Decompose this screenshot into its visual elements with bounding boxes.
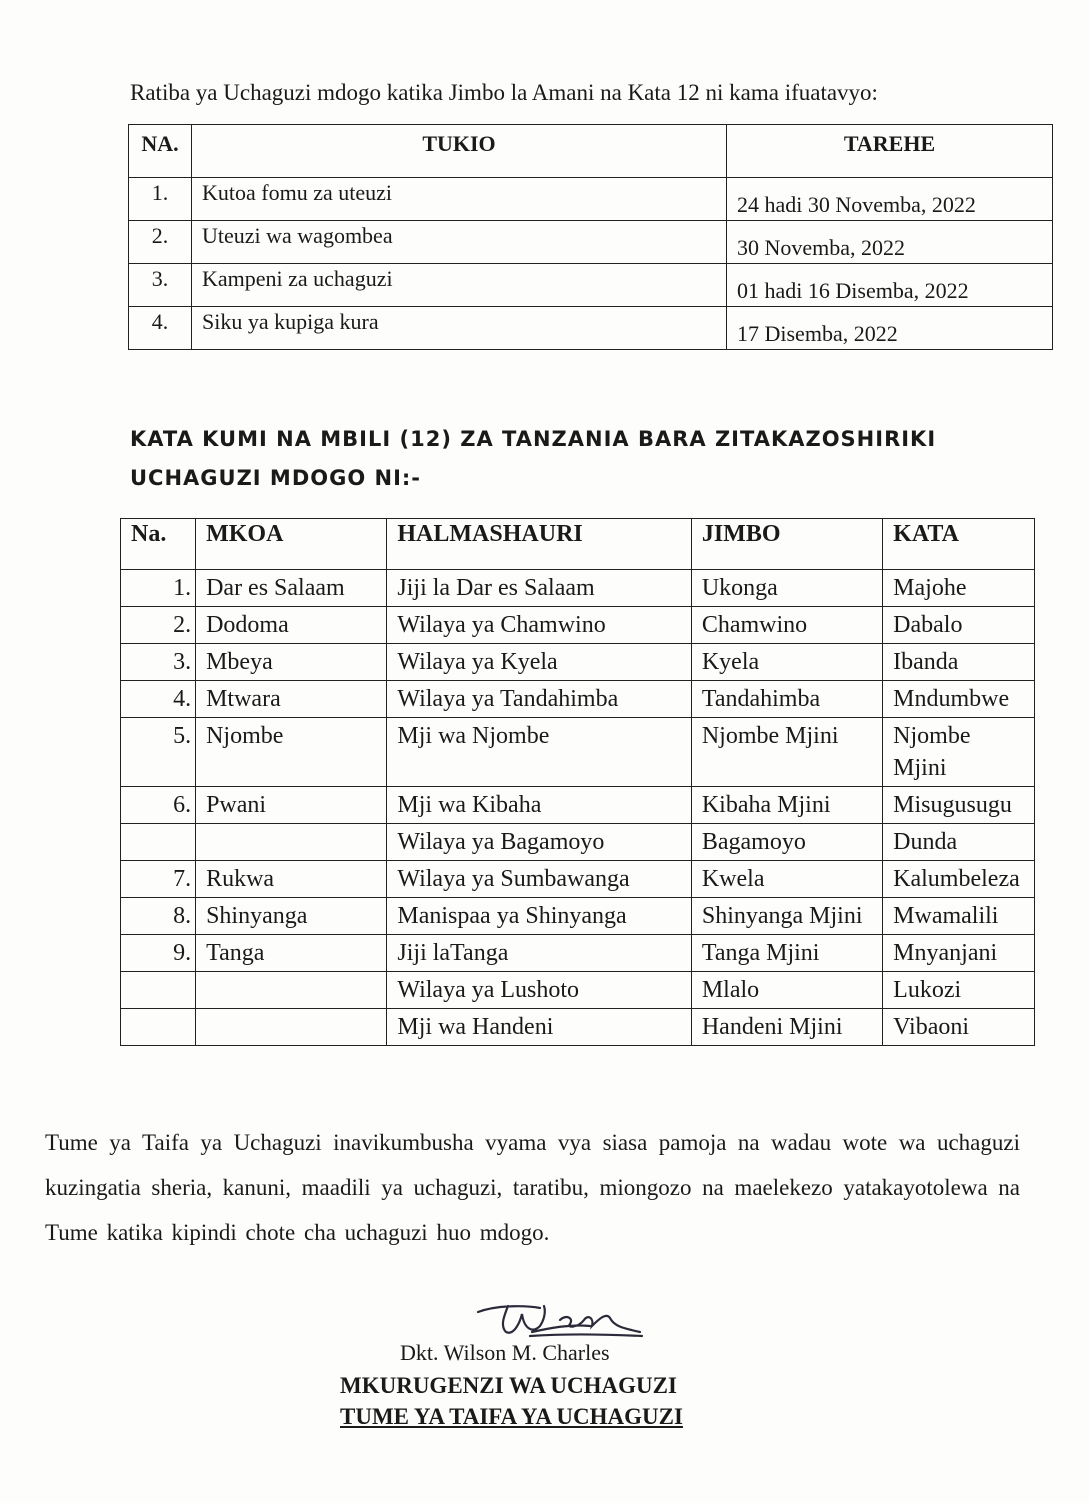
- ward-constituency: Kibaha Mjini: [691, 787, 882, 824]
- handwritten-signature: [470, 1298, 660, 1340]
- wards-heading: [130, 420, 1030, 498]
- ward-name: Mwamalili: [883, 898, 1035, 935]
- schedule-row: [129, 264, 1053, 307]
- ward-num: 2.: [121, 607, 196, 644]
- ward-num: 4.: [121, 681, 196, 718]
- ward-constituency: Kwela: [691, 861, 882, 898]
- schedule-event: Siku ya kupiga kura: [192, 307, 727, 350]
- schedule-num: 2.: [129, 221, 192, 264]
- ward-num: 9.: [121, 935, 196, 972]
- ward-name: Majohe: [883, 570, 1035, 607]
- ward-name: Ibanda: [883, 644, 1035, 681]
- closing-paragraph: Tume ya Taifa ya Uchaguzi inavikumbusha vyama vya siasa pamoja na wadau wote wa uchaguzi kuzingatia sheria, kanuni, maadili ya uchaguzi, taratibu, miongozo na maelekezo yatakayotolewa na Tume katika kipindi chote cha uchaguzi huo mdogo.: [45, 1130, 1020, 1245]
- ward-name: Dunda: [883, 824, 1035, 861]
- ward-region: Shinyanga: [196, 898, 387, 935]
- schedule-table: [128, 124, 1053, 350]
- ward-council: Jiji laTanga: [387, 935, 691, 972]
- wards-heading-line1: KATA KUMI NA MBILI (12) ZA TANZANIA BARA ZITAKAZOSHIRIKI: [130, 427, 937, 451]
- ward-name: Misugusugu: [883, 787, 1035, 824]
- schedule-date: 30 Novemba, 2022: [727, 221, 1053, 264]
- ward-num: 1.: [121, 570, 196, 607]
- intro-text: Ratiba ya Uchaguzi mdogo katika Jimbo la Amani na Kata 12 ni kama ifuatavyo:: [130, 80, 878, 105]
- wards-row: [121, 824, 1035, 861]
- wards-header-row: [121, 519, 1035, 570]
- ward-name: Mnyanjani: [883, 935, 1035, 972]
- schedule-event: Kutoa fomu za uteuzi: [192, 178, 727, 221]
- schedule-num: 1.: [129, 178, 192, 221]
- ward-council: Wilaya ya Bagamoyo: [387, 824, 691, 861]
- ward-num: 3.: [121, 644, 196, 681]
- ward-council: Mji wa Handeni: [387, 1009, 691, 1046]
- ward-constituency: Kyela: [691, 644, 882, 681]
- schedule-header-num: NA.: [129, 125, 192, 178]
- wards-table: [120, 518, 1035, 1046]
- schedule-row: [129, 221, 1053, 264]
- wards-row: [121, 935, 1035, 972]
- ward-council: Wilaya ya Tandahimba: [387, 681, 691, 718]
- schedule-num: 3.: [129, 264, 192, 307]
- ward-council: Manispaa ya Shinyanga: [387, 898, 691, 935]
- ward-constituency: Bagamoyo: [691, 824, 882, 861]
- ward-constituency: Tanga Mjini: [691, 935, 882, 972]
- wards-row: [121, 607, 1035, 644]
- ward-region: Tanga: [196, 935, 387, 972]
- wards-header-region: MKOA: [196, 519, 387, 570]
- ward-constituency: Njombe Mjini: [691, 718, 882, 787]
- ward-num: 8.: [121, 898, 196, 935]
- ward-council: Wilaya ya Kyela: [387, 644, 691, 681]
- ward-council: Mji wa Kibaha: [387, 787, 691, 824]
- schedule-event: Uteuzi wa wagombea: [192, 221, 727, 264]
- wards-header-council: HALMASHAURI: [387, 519, 691, 570]
- ward-num: [121, 1009, 196, 1046]
- ward-num: 7.: [121, 861, 196, 898]
- schedule-row: [129, 307, 1053, 350]
- ward-council: Wilaya ya Chamwino: [387, 607, 691, 644]
- ward-constituency: Shinyanga Mjini: [691, 898, 882, 935]
- wards-row: [121, 972, 1035, 1009]
- ward-council: Wilaya ya Lushoto: [387, 972, 691, 1009]
- ward-name: Dabalo: [883, 607, 1035, 644]
- ward-region: Dar es Salaam: [196, 570, 387, 607]
- ward-name: Vibaoni: [883, 1009, 1035, 1046]
- ward-region: Rukwa: [196, 861, 387, 898]
- ward-council: Wilaya ya Sumbawanga: [387, 861, 691, 898]
- ward-name: Lukozi: [883, 972, 1035, 1009]
- signer-organization: TUME YA TAIFA YA UCHAGUZI: [340, 1404, 683, 1429]
- ward-council: Mji wa Njombe: [387, 718, 691, 787]
- ward-region: [196, 1009, 387, 1046]
- ward-region: Pwani: [196, 787, 387, 824]
- wards-row: [121, 644, 1035, 681]
- schedule-header-row: [129, 125, 1053, 178]
- schedule-date: 17 Disemba, 2022: [727, 307, 1053, 350]
- schedule-header-date: TAREHE: [727, 125, 1053, 178]
- ward-num: 6.: [121, 787, 196, 824]
- ward-region: Mbeya: [196, 644, 387, 681]
- ward-constituency: Ukonga: [691, 570, 882, 607]
- wards-header-num: Na.: [121, 519, 196, 570]
- ward-num: [121, 824, 196, 861]
- ward-council: Jiji la Dar es Salaam: [387, 570, 691, 607]
- signer-title: MKURUGENZI WA UCHAGUZI: [340, 1373, 677, 1398]
- ward-region: Mtwara: [196, 681, 387, 718]
- ward-region: Njombe: [196, 718, 387, 787]
- wards-row: [121, 861, 1035, 898]
- schedule-row: [129, 178, 1053, 221]
- schedule-header-event: TUKIO: [192, 125, 727, 178]
- wards-header-ward: KATA: [883, 519, 1035, 570]
- wards-row: [121, 898, 1035, 935]
- schedule-event: Kampeni za uchaguzi: [192, 264, 727, 307]
- wards-row: [121, 1009, 1035, 1046]
- ward-region: Dodoma: [196, 607, 387, 644]
- ward-constituency: Mlalo: [691, 972, 882, 1009]
- wards-row: [121, 718, 1035, 787]
- wards-row: [121, 787, 1035, 824]
- ward-region: [196, 824, 387, 861]
- wards-row: [121, 570, 1035, 607]
- wards-row: [121, 681, 1035, 718]
- signer-name: Dkt. Wilson M. Charles: [400, 1340, 610, 1365]
- ward-name: Njombe Mjini: [883, 718, 1035, 787]
- ward-constituency: Chamwino: [691, 607, 882, 644]
- wards-header-constituency: JIMBO: [691, 519, 882, 570]
- ward-constituency: Handeni Mjini: [691, 1009, 882, 1046]
- ward-name: Kalumbeleza: [883, 861, 1035, 898]
- schedule-num: 4.: [129, 307, 192, 350]
- wards-heading-line2: UCHAGUZI MDOGO NI:-: [130, 466, 422, 490]
- ward-num: [121, 972, 196, 1009]
- ward-num: 5.: [121, 718, 196, 787]
- schedule-date: 24 hadi 30 Novemba, 2022: [727, 178, 1053, 221]
- ward-region: [196, 972, 387, 1009]
- ward-name: Mndumbwe: [883, 681, 1035, 718]
- ward-constituency: Tandahimba: [691, 681, 882, 718]
- schedule-date: 01 hadi 16 Disemba, 2022: [727, 264, 1053, 307]
